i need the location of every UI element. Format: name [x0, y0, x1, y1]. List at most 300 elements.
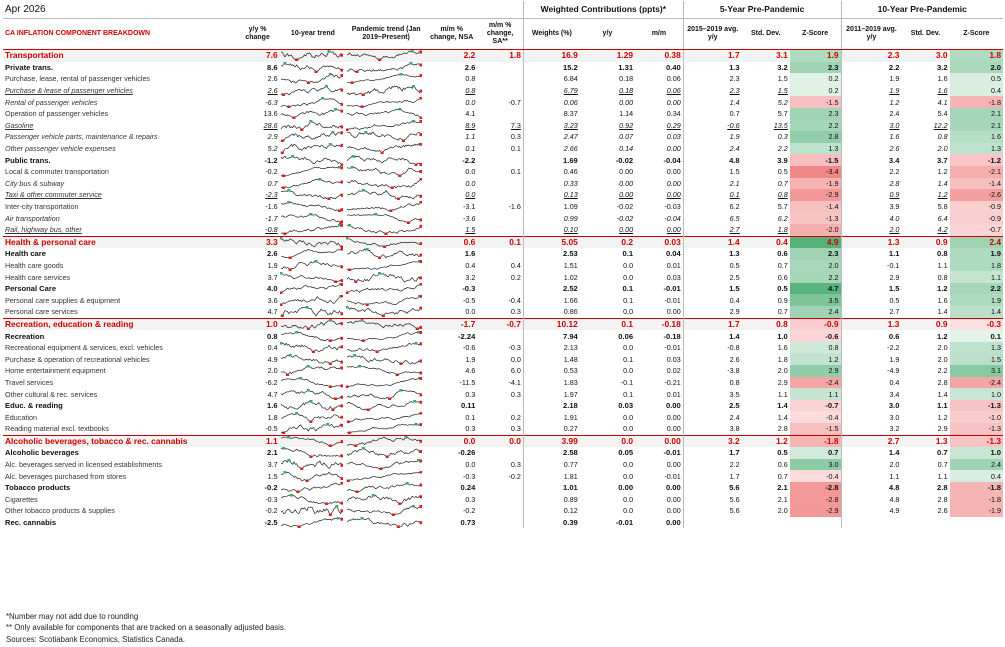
subcategory-row: [3, 154, 1003, 166]
subcategory-row: [3, 330, 1003, 342]
component-name: Purchase, lease, rental of passenger vehicles: [5, 74, 151, 84]
yy-contrib-value: 0.18: [619, 74, 634, 84]
avg5-value: 1.7: [683, 318, 741, 330]
trend10-cell: [280, 388, 347, 400]
z5-value: 3.5: [790, 294, 841, 306]
mm-sa-value: [477, 494, 523, 506]
component-name: Local & commuter transportation: [5, 167, 109, 177]
weight-value: 0.33: [523, 178, 579, 190]
mm-contrib-value: -0.21: [664, 377, 681, 387]
trend-sparkline: [280, 85, 343, 96]
yy-contrib-value: 1.31: [618, 62, 634, 72]
sd5-value: 0.6: [777, 460, 788, 470]
mm-sa-value: [477, 224, 523, 236]
table-row: [3, 96, 1003, 108]
mm-sa-value: [477, 482, 523, 494]
sd10-value: 1.6: [937, 74, 948, 84]
mm-sa-value: [477, 189, 523, 201]
pandemic-cell: [346, 143, 426, 155]
pandemic-cell: [346, 166, 426, 178]
footnotes: [6, 611, 286, 645]
component-name: Recreation, education & reading: [3, 318, 236, 330]
weight-value: 2.47: [523, 131, 579, 143]
pandemic-cell: [346, 201, 426, 213]
mm-nsa-value: -0.6: [462, 343, 476, 353]
sd10-value: 2.0: [937, 144, 948, 154]
mm-contrib-value: 0.00: [665, 401, 681, 411]
pandemic-cell: [346, 342, 426, 354]
table-row: [3, 120, 1003, 132]
z10-value: 0.5: [950, 73, 1003, 85]
sd5-value: [742, 517, 790, 529]
pandemic-sparkline: [346, 213, 422, 224]
trend10-cell: [280, 318, 347, 330]
pandemic-sparkline: [346, 108, 422, 119]
yy-value: -0.8: [265, 225, 278, 235]
sd10-value: 1.1: [937, 471, 948, 481]
pandemic-sparkline: [346, 471, 422, 482]
mm-contrib-value: 0.00: [665, 483, 681, 493]
weight-value: 0.86: [523, 306, 579, 318]
z10-value: 0.4: [950, 85, 1003, 97]
trend10-cell: [280, 342, 347, 354]
yy-value: -0.2: [265, 506, 278, 516]
trend10-cell: [280, 96, 347, 108]
z10-value: -0.9: [950, 212, 1003, 224]
yy-contrib-value: 0.00: [619, 225, 634, 235]
weight-value: 1.97: [523, 388, 579, 400]
mm-sa-value: [477, 212, 523, 224]
mm-nsa-value: 3.2: [465, 272, 476, 282]
trend10-cell: [280, 201, 347, 213]
z10-value: -1.8: [950, 494, 1003, 506]
sd10-value: 2.0: [937, 354, 948, 364]
sd10-value: 1.2: [937, 284, 948, 294]
sd5-value: 2.1: [777, 483, 788, 493]
mm-nsa-value: 0.1: [465, 144, 476, 154]
trend10-cell: [280, 411, 347, 423]
pandemic-sparkline: [346, 423, 422, 434]
z10-value: 1.4: [950, 306, 1003, 318]
z5-value: 1.1: [790, 388, 841, 400]
sd5-value: 5.7: [777, 109, 788, 119]
trend-sparkline: [280, 131, 343, 142]
avg5-value: 3.2: [683, 435, 741, 447]
trend10-cell: [280, 283, 347, 295]
z10-value: -1.3: [950, 400, 1003, 412]
trend10-cell: [280, 459, 347, 471]
trend-sparkline: [280, 97, 343, 108]
mm-sa-value: 0.1: [477, 236, 523, 248]
avg10-value: 3.0: [841, 120, 901, 132]
col-header-sd10: Std. Dev.: [901, 19, 949, 50]
sd5-value: 1.5: [777, 74, 788, 84]
yy-contrib-value: 0.00: [619, 97, 634, 107]
sd5-value: 1.8: [777, 354, 788, 364]
trend-sparkline: [280, 213, 343, 224]
mm-contrib-value: 0.02: [666, 366, 681, 376]
z5-value: -0.9: [790, 318, 841, 330]
trend10-cell: [280, 178, 347, 190]
avg5-value: [683, 517, 741, 529]
mm-contrib-value: -0.04: [664, 213, 681, 223]
sd5-value: 3.1: [742, 50, 790, 62]
col-header-avg5: 2015–2019 avg. y/y: [683, 19, 741, 50]
yy-value: 28.6: [263, 120, 278, 130]
mm-contrib-value: 0.00: [666, 494, 681, 504]
sd10-value: 2.6: [937, 506, 948, 516]
yy-value: 2.6: [267, 86, 278, 96]
avg5-value: 2.6: [683, 353, 741, 365]
pandemic-cell: [346, 283, 426, 295]
mm-nsa-value: -0.3: [462, 471, 476, 481]
col-header-mm-nsa: m/m % change, NSA: [426, 19, 477, 50]
z5-value: 2.0: [790, 260, 841, 272]
sd5-value: 2.0: [777, 506, 788, 516]
weight-value: 0.77: [523, 459, 579, 471]
pandemic-sparkline: [346, 178, 422, 189]
sd5-value: 0.5: [777, 167, 788, 177]
pandemic-sparkline: [346, 436, 422, 447]
trend10-cell: [280, 365, 347, 377]
sd10-value: 1.2: [937, 167, 948, 177]
trend-sparkline: [280, 189, 343, 200]
yy-value: 1.0: [236, 318, 280, 330]
avg10-value: 3.4: [841, 388, 901, 400]
mm-contrib-value: 0.00: [666, 190, 681, 200]
mm-nsa-value: 0.6: [426, 236, 477, 248]
z5-value: -2.4: [790, 377, 841, 389]
mm-nsa-value: 0.0: [426, 435, 477, 447]
sd10-value: 0.9: [901, 236, 949, 248]
z5-value: 1.2: [790, 353, 841, 365]
avg10-value: 0.6: [841, 330, 901, 342]
mm-sa-value: 1.8: [477, 50, 523, 62]
yy-value: 4.0: [267, 284, 278, 294]
pandemic-sparkline: [346, 143, 422, 154]
component-name: Gasoline: [5, 120, 34, 130]
z10-value: 1.5: [950, 353, 1003, 365]
avg5-value: 1.7: [683, 50, 741, 62]
pandemic-cell: [346, 62, 426, 74]
avg5-value: 1.7: [683, 447, 741, 459]
sd10-value: 5.4: [937, 109, 948, 119]
pandemic-cell: [346, 236, 426, 248]
trend-sparkline: [280, 505, 343, 516]
trend10-cell: [280, 353, 347, 365]
weight-value: 3.23: [523, 120, 579, 132]
z5-value: 2.2: [790, 271, 841, 283]
z10-value: -1.8: [950, 96, 1003, 108]
component-name: Home entertainment equipment: [5, 366, 106, 376]
avg10-value: 4.0: [841, 212, 901, 224]
sd5-value: 2.8: [777, 424, 788, 434]
z5-value: -2.0: [790, 224, 841, 236]
avg10-value: 2.6: [841, 143, 901, 155]
avg10-value: 3.0: [841, 411, 901, 423]
avg10-value: 2.3: [841, 50, 901, 62]
pandemic-cell: [346, 388, 426, 400]
z5-value: 0.7: [790, 447, 841, 459]
trend-sparkline: [280, 342, 343, 353]
yy-value: 2.6: [267, 249, 278, 259]
mm-sa-value: 0.2: [510, 412, 521, 422]
avg5-value: -0.6: [683, 120, 741, 132]
yy-value: -0.2: [265, 167, 278, 177]
trend10-cell: [280, 166, 347, 178]
yy-contrib-value: 0.1: [580, 318, 635, 330]
weight-value: 0.10: [523, 224, 579, 236]
avg10-value: -2.2: [841, 342, 901, 354]
sd10-value: 1.2: [937, 331, 948, 341]
category-row: [3, 236, 1003, 248]
table-row: [3, 306, 1003, 318]
table-row: [3, 459, 1003, 471]
weight-value: 1.69: [523, 154, 579, 166]
z5-value: 2.3: [790, 108, 841, 120]
sd10-value: 0.8: [937, 249, 948, 259]
yy-contrib-value: 0.18: [619, 86, 634, 96]
yy-value: -0.2: [264, 483, 278, 493]
sd10-value: 0.7: [937, 448, 948, 458]
yy-contrib-value: 0.1: [623, 354, 634, 364]
avg10-value: 2.9: [841, 271, 901, 283]
z5-value: 2.9: [790, 365, 841, 377]
yy-value: 3.7: [267, 272, 278, 282]
weight-value: 2.53: [523, 248, 579, 260]
sd10-value: 2.2: [937, 366, 948, 376]
table-row: [3, 353, 1003, 365]
weight-value: 1.01: [523, 482, 579, 494]
trend10-cell: [280, 400, 347, 412]
pandemic-cell: [346, 260, 426, 272]
pandemic-cell: [346, 330, 426, 342]
pandemic-sparkline: [346, 260, 422, 271]
pandemic-sparkline: [346, 224, 422, 235]
sd10-value: 6.4: [937, 213, 948, 223]
yy-contrib-value: 0.14: [619, 144, 634, 154]
trend-sparkline: [280, 272, 343, 283]
mm-sa-value: -0.7: [508, 97, 521, 107]
yy-value: 1.1: [236, 435, 280, 447]
component-name: Public trans.: [5, 155, 51, 165]
trend-sparkline: [280, 248, 343, 259]
sd10-value: 1.4: [937, 178, 948, 188]
mm-contrib-value: 0.03: [635, 236, 683, 248]
weight-value: 2.18: [523, 400, 579, 412]
mm-contrib-value: 0.40: [665, 62, 681, 72]
component-name: Cigarettes: [5, 494, 38, 504]
trend10-cell: [280, 236, 347, 248]
pandemic-cell: [346, 108, 426, 120]
weight-value: 1.83: [523, 377, 579, 389]
pandemic-cell: [346, 189, 426, 201]
yy-contrib-value: 0.1: [622, 284, 634, 294]
avg10-value: 1.9: [841, 85, 901, 97]
pandemic-cell: [346, 154, 426, 166]
yy-contrib-value: 0.0: [623, 412, 634, 422]
component-name: Air transportation: [5, 213, 60, 223]
subcategory-row: [3, 62, 1003, 74]
avg10-value: 1.3: [841, 318, 901, 330]
trend10-cell: [280, 143, 347, 155]
col-header-yy-contrib: y/y: [580, 19, 635, 50]
mm-contrib-value: -0.01: [663, 448, 681, 458]
mm-contrib-value: -0.18: [635, 318, 683, 330]
sd10-value: 1.4: [937, 307, 948, 317]
avg10-value: 1.1: [841, 470, 901, 482]
yy-value: -2.3: [265, 190, 278, 200]
yy-value: 13.6: [263, 109, 278, 119]
mm-contrib-value: 0.00: [666, 97, 681, 107]
pandemic-sparkline: [346, 306, 422, 317]
subcategory-row: [3, 400, 1003, 412]
table-row: [3, 494, 1003, 506]
trend10-cell: [280, 435, 347, 447]
avg5-value: -3.8: [683, 365, 741, 377]
mm-sa-value: [477, 178, 523, 190]
avg10-value: 1.6: [841, 131, 901, 143]
subcategory-row: [3, 283, 1003, 295]
avg10-value: 3.2: [841, 423, 901, 435]
five-year-group-header: 5-Year Pre-Pandemic: [683, 1, 841, 19]
mm-contrib-value: -0.03: [664, 202, 681, 212]
sd5-value: 0.7: [777, 178, 788, 188]
pandemic-cell: [346, 482, 426, 494]
trend10-cell: [280, 73, 347, 85]
pandemic-sparkline: [346, 505, 422, 516]
component-name: Personal Care: [5, 284, 57, 294]
pandemic-cell: [346, 120, 426, 132]
sd5-value: 0.6: [777, 249, 788, 259]
mm-sa-value: [477, 400, 523, 412]
trend10-cell: [280, 131, 347, 143]
mm-contrib-value: 0.01: [666, 260, 681, 270]
component-name: Health care: [5, 249, 46, 259]
table-row: [3, 178, 1003, 190]
pandemic-cell: [346, 447, 426, 459]
sd5-value: 2.1: [777, 494, 788, 504]
mm-nsa-value: 1.9: [465, 354, 476, 364]
yy-contrib-value: 0.0: [623, 506, 634, 516]
mm-contrib-value: 0.00: [666, 225, 681, 235]
sd5-value: 0.7: [777, 307, 788, 317]
table-row: [3, 505, 1003, 517]
subcategory-row: [3, 447, 1003, 459]
yy-contrib-value: -0.02: [615, 155, 634, 165]
avg10-value: 0.5: [841, 294, 901, 306]
weight-value: 6.79: [523, 85, 579, 97]
component-name: Inter-city transportation: [5, 202, 79, 212]
subcategory-row: [3, 482, 1003, 494]
pandemic-sparkline: [346, 272, 422, 283]
pandemic-cell: [346, 178, 426, 190]
yy-value: 5.2: [267, 144, 278, 154]
weight-value: 1.51: [523, 260, 579, 272]
yy-contrib-value: 0.2: [580, 236, 635, 248]
z10-value: 1.1: [950, 271, 1003, 283]
avg10-value: 1.9: [841, 353, 901, 365]
weight-value: 8.37: [523, 108, 579, 120]
component-name: Tobacco products: [5, 483, 71, 493]
yy-value: -1.7: [265, 213, 278, 223]
mm-nsa-value: -2.24: [458, 331, 476, 341]
avg10-value: 2.4: [841, 108, 901, 120]
col-header-name: CA INFLATION COMPONENT BREAKDOWN: [3, 19, 236, 50]
trend10-cell: [280, 330, 347, 342]
z5-value: -2.8: [790, 482, 841, 494]
table-row: [3, 470, 1003, 482]
mm-sa-value: -0.3: [508, 343, 521, 353]
mm-sa-value: 0.3: [510, 424, 521, 434]
weight-value: 1.02: [523, 271, 579, 283]
weight-value: 2.66: [523, 143, 579, 155]
z10-value: 1.6: [950, 131, 1003, 143]
trend-sparkline: [280, 295, 343, 306]
trend10-cell: [280, 189, 347, 201]
sd10-value: 1.4: [937, 389, 948, 399]
yy-value: 2.1: [267, 448, 278, 458]
weight-value: 0.12: [523, 505, 579, 517]
trend10-cell: [280, 271, 347, 283]
z10-value: -1.4: [950, 178, 1003, 190]
mm-contrib-value: 0.00: [666, 460, 681, 470]
mm-nsa-value: 0.73: [460, 518, 476, 528]
pandemic-sparkline: [346, 73, 422, 84]
trend-sparkline: [280, 423, 343, 434]
mm-sa-value: 6.0: [510, 366, 521, 376]
sd10-value: 3.0: [901, 50, 949, 62]
avg10-value: 2.7: [841, 435, 901, 447]
component-name: Other cultural & rec. services: [5, 389, 98, 399]
subcategory-row: [3, 248, 1003, 260]
table-row: [3, 224, 1003, 236]
trend-sparkline: [280, 306, 343, 317]
z5-value: 2.3: [790, 248, 841, 260]
avg10-value: 2.2: [841, 62, 901, 74]
yy-value: 1.5: [267, 471, 278, 481]
trend-sparkline: [280, 237, 343, 248]
sd10-value: 2.0: [937, 343, 948, 353]
avg10-value: -0.1: [841, 260, 901, 272]
mm-contrib-value: -0.01: [664, 295, 681, 305]
mm-contrib-value: 0.00: [665, 518, 681, 528]
avg10-value: 4.8: [841, 482, 901, 494]
z10-value: -1.3: [950, 423, 1003, 435]
report-date: Apr 2026: [3, 1, 236, 19]
yy-value: -6.3: [265, 97, 278, 107]
trend-sparkline: [280, 447, 343, 458]
yy-value: -1.2: [264, 155, 278, 165]
trend-sparkline: [280, 471, 343, 482]
sd5-value: 0.7: [777, 260, 788, 270]
sd5-value: 5.2: [777, 97, 788, 107]
yy-contrib-value: 0.0: [623, 366, 634, 376]
pandemic-sparkline: [346, 237, 422, 248]
mm-sa-value: -0.4: [508, 295, 521, 305]
table-row: [3, 166, 1003, 178]
trend-sparkline: [280, 494, 343, 505]
component-name: Education: [5, 412, 37, 422]
avg5-value: 6.2: [683, 201, 741, 213]
sd5-value: 0.6: [777, 272, 788, 282]
sd5-value: 13.5: [773, 120, 788, 130]
pandemic-sparkline: [346, 120, 422, 131]
avg5-value: 0.7: [683, 108, 741, 120]
yy-value: 1.9: [267, 260, 278, 270]
mm-sa-value: 0.3: [510, 132, 521, 142]
weight-value: 2.13: [523, 342, 579, 354]
